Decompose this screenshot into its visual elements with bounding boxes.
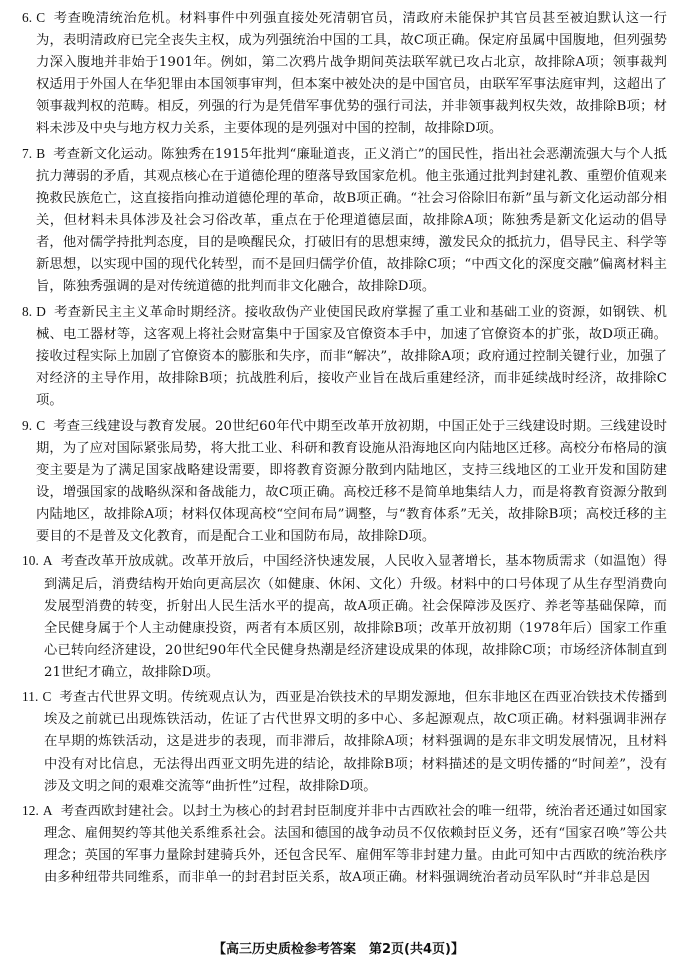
- explanation-text: 考查晚清统治危机。材料事件中列强直接处死清朝官员，清政府未能保护其官员甚至被迫默认这一行为，表明清政府已完全丧失主权，成为列强统治中国的工具，故C项正确。保定府虽属中国腹地，但列强势力深入腹地并非始于1901年。例如，第二次鸦片战争期间英法联军就已攻占北京，故排除A项；领事裁判权适用于外国人在华犯罪由本国领事审判，但本案中被处决的是中国官员，由联军军事法庭审判，这超出了领事裁判权的范畴。相反，列强的行为是凭借军事优势的强行司法，并非领事裁判权失效，故排除B项；材料未涉及中央与地方权力关系，主要体现的是列强对中国的控制，故排除D项。: [36, 11, 667, 137]
- question-number: 9.: [22, 417, 33, 433]
- question-number: 11.: [22, 689, 39, 705]
- answer-item-10: [22, 550, 667, 684]
- answer-item-12: [22, 800, 667, 889]
- answer-list: [22, 7, 667, 889]
- page-footer: 【高三历史质检参考答案 第2页(共4页)】: [213, 942, 464, 957]
- question-number: 8.: [22, 303, 33, 319]
- explanation-text: 考查古代世界文明。传统观点认为，西亚是冶铁技术的早期发源地，但东非地区在西亚冶铁技术传播到埃及之前就已出现炼铁活动，佐证了古代世界文明的多中心、多起源观点，故C项正确。材料强调非洲存在早期的炼铁活动，这是进步的表现，而非滞后，故排除A项；材料强调的是东非文明发展情况，且材料中没有对比信息，无法得出西亚文明先进的结论，故排除B项；材料描述的是文明传播的“时间差”，没有涉及文明之间的艰难交流等“曲折性”过程，故排除D项。: [44, 690, 667, 794]
- answer-letter: B: [36, 145, 46, 161]
- answer-letter: C: [36, 417, 46, 433]
- question-number: 12.: [22, 803, 39, 819]
- answer-item-9: [22, 415, 667, 549]
- explanation-text: 考查改革开放成就。改革开放后，中国经济快速发展，人民收入显著增长，基本物质需求（如温饱）得到满足后，消费结构开始向更高层次（如健康、休闲、文化）升级。材料中的口号体现了从生存型消费向发展型消费的转变，折射出人民生活水平的提高，故A项正确。社会保障涉及医疗、养老等基础保障，而全民健身属于个人主动健康投资，两者有本质区别，故排除B项；改革开放初期（1978年后）国家工作重心已转向经济建设，20世纪90年代全民健身热潮是经济建设成果的体现，故排除C项；市场经济体制直到21世纪才确立，故排除D项。: [44, 554, 667, 680]
- answer-letter: A: [42, 553, 53, 569]
- explanation-text: 考查三线建设与教育发展。20世纪60年代中期至改革开放初期，中国正处于三线建设时期。三线建设时期，为了应对国际紧张局势，将大批工业、科研和教育设施从沿海地区向内陆地区迁移。高校分布格局的演变主要是为了满足国家战略建设需要，即将教育资源分散到内陆地区，支持三线地区的工业开发和国防建设，增强国家的战略纵深和备战能力，故C项正确。高校迁移不是简单地集结人力，而是将教育资源分散到内陆地区，故排除A项；材料仅体现高校“空间布局”调整，与“教育体系”无关，故排除B项；高校迁移的主要目的不是普及文化教育，而是配合工业和国防布局，故排除D项。: [36, 418, 667, 545]
- question-number: 10.: [22, 553, 39, 569]
- answer-item-7: [22, 143, 667, 299]
- answer-item-11: [22, 686, 667, 797]
- answer-letter: D: [36, 303, 46, 319]
- answer-letter: C: [36, 10, 46, 25]
- explanation-text: 考查新民主主义革命时期经济。接收敌伪产业使国民政府掌握了重工业和基础工业的资源，如钢铁、机械、电工器材等，这客观上将社会财富集中于国家及官僚资本手中，加速了官僚资本的扩张，故D项正确。接收过程实际上加剧了官僚资本的膨胀和失序，而非“解决”，故排除A项；政府通过控制关键行业，加强了对经济的主导作用，故排除B项；抗战胜利后，接收产业旨在战后重建经济，而非延续战时经济，故排除C项。: [36, 304, 667, 409]
- question-number: 6.: [22, 10, 33, 25]
- explanation-text: 考查新文化运动。陈独秀在1915年批判“廉耻道丧，正义消亡”的国民性，指出社会恶潮流强大与个人抵抗力薄弱的矛盾，其观点核心在于道德伦理的堕落导致国家危机。他主张通过批判封建礼教、重塑价值观来挽救民族危亡，这直接指向推动道德伦理的革命，故B项正确。“社会习俗除旧布新”虽与新文化运动部分相关，但材料未具体涉及社会习俗改革，重点在于伦理道德层面，故排除A项；陈独秀是新文化运动的倡导者，他对儒学持批判态度，目的是唤醒民众，打破旧有的思想束缚，激发民众的抵抗力，倡导民主、科学等新思想，以实现中国的现代化转型，而不是回归儒学价值，故排除C项；“中西文化的深度交融”偏离材料主旨，陈独秀强调的是对传统道德的批判而非文化融合，故排除D项。: [36, 146, 667, 295]
- answer-item-8: [22, 301, 667, 412]
- answer-letter: C: [42, 689, 52, 705]
- explanation-text: 考查西欧封建社会。以封土为核心的封君封臣制度并非中古西欧社会的唯一纽带，统治者还通过如国家理念、雇佣契约等其他关系维系社会。法国和德国的战争动员不仅依赖封臣义务，还有“国家召唤”等公共理念；英国的军事力量除封建骑兵外，还包含民军、雇佣军等非封建力量。由此可知中古西欧的统治秩序由多种纽带共同维系，而非单一的封君封臣关系，故A项正确。材料强调统治者动员军队时“并非总是因: [44, 804, 667, 886]
- question-number: 7.: [22, 145, 33, 161]
- answer-item-6: [22, 7, 667, 141]
- answer-letter: A: [42, 803, 53, 819]
